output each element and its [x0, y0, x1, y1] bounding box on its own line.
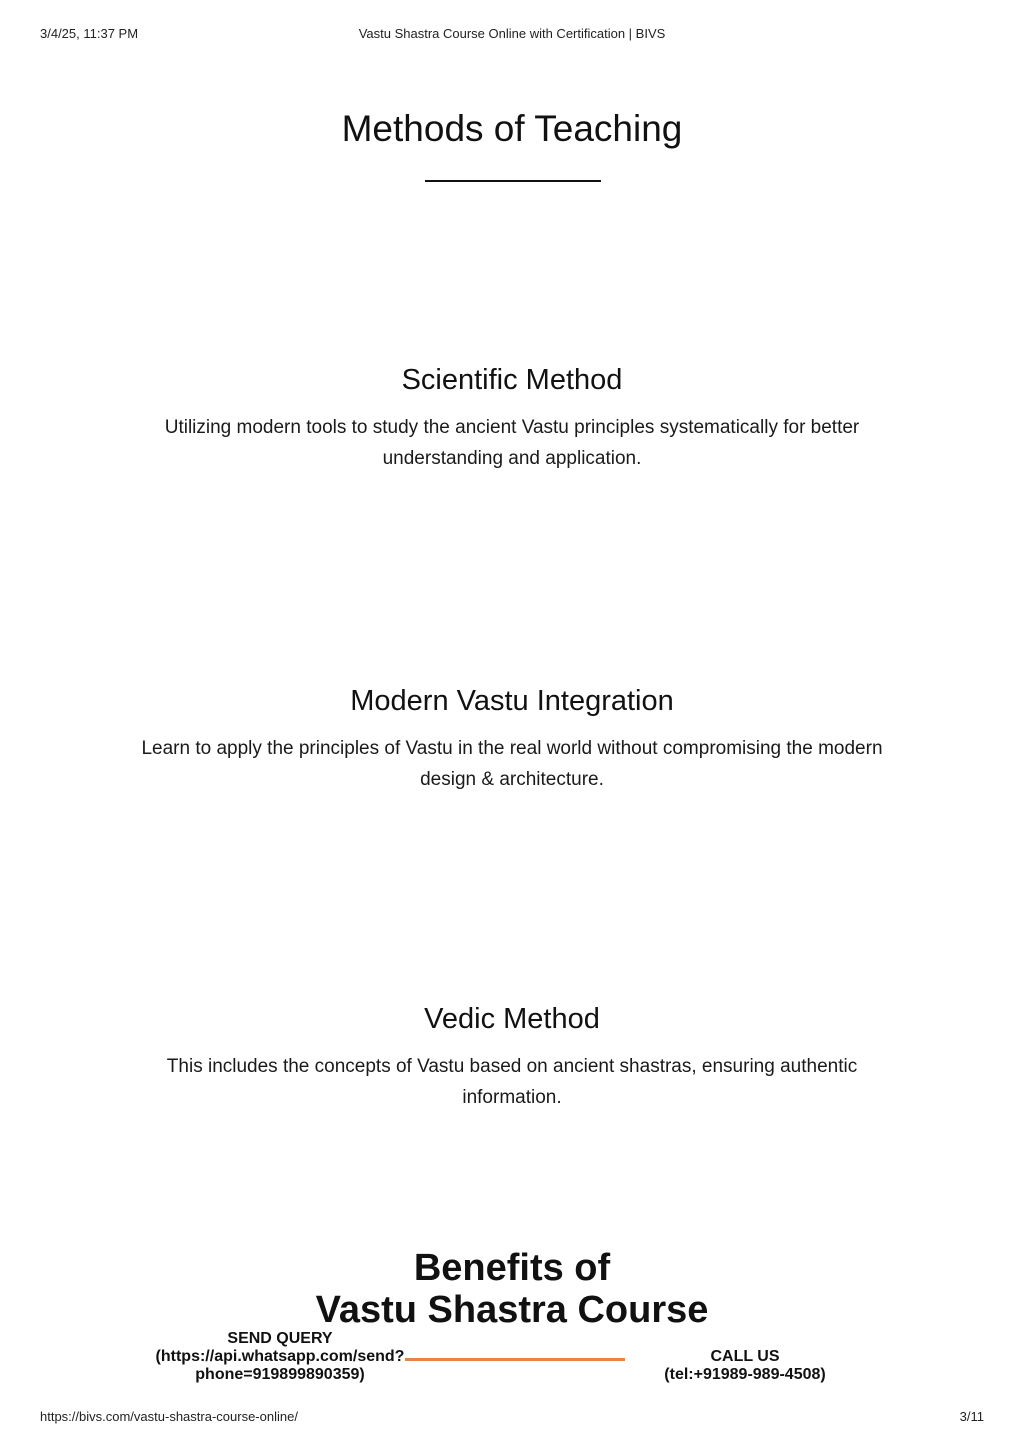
call-us-link[interactable] [620, 1348, 870, 1384]
method-item-modern-integration [120, 683, 904, 795]
benefits-title-line-2: Vastu Shastra Course [315, 1289, 709, 1331]
print-page-url: https://bivs.com/vastu-shastra-course-online/ [40, 1409, 298, 1424]
title-underline-divider [425, 180, 601, 182]
method-heading: Vedic Method [424, 1003, 600, 1035]
benefits-title-line-1: Benefits of [413, 1247, 611, 1289]
method-heading: Scientific Method [401, 364, 623, 396]
methods-section-title: Methods of Teaching [341, 108, 683, 149]
method-description: Utilizing modern tools to study the ancient Vastu principles systematically for better understanding and application. [164, 417, 860, 469]
call-us-phone: (tel:+91989-989-4508) [664, 1366, 826, 1383]
method-description: Learn to apply the principles of Vastu in the real world without compromising the modern design & architecture. [141, 738, 883, 790]
call-us-label: CALL US [710, 1348, 780, 1365]
send-query-url-part-2: phone=919899890359) [195, 1366, 365, 1383]
send-query-label: SEND QUERY [227, 1330, 333, 1347]
print-datetime: 3/4/25, 11:37 PM [40, 26, 139, 41]
method-item-scientific [120, 362, 904, 474]
method-item-vedic [120, 1001, 904, 1113]
accent-divider [405, 1358, 625, 1361]
send-query-url-part-1: (https://api.whatsapp.com/send? [155, 1348, 405, 1365]
print-page-number: 3/11 [959, 1409, 984, 1424]
method-heading: Modern Vastu Integration [350, 685, 674, 717]
print-document-title: Vastu Shastra Course Online with Certification | BIVS [358, 26, 666, 41]
benefits-section-title [0, 1247, 1024, 1331]
send-query-link[interactable] [140, 1330, 420, 1384]
method-description: This includes the concepts of Vastu based on ancient shastras, ensuring authentic information. [166, 1056, 858, 1108]
